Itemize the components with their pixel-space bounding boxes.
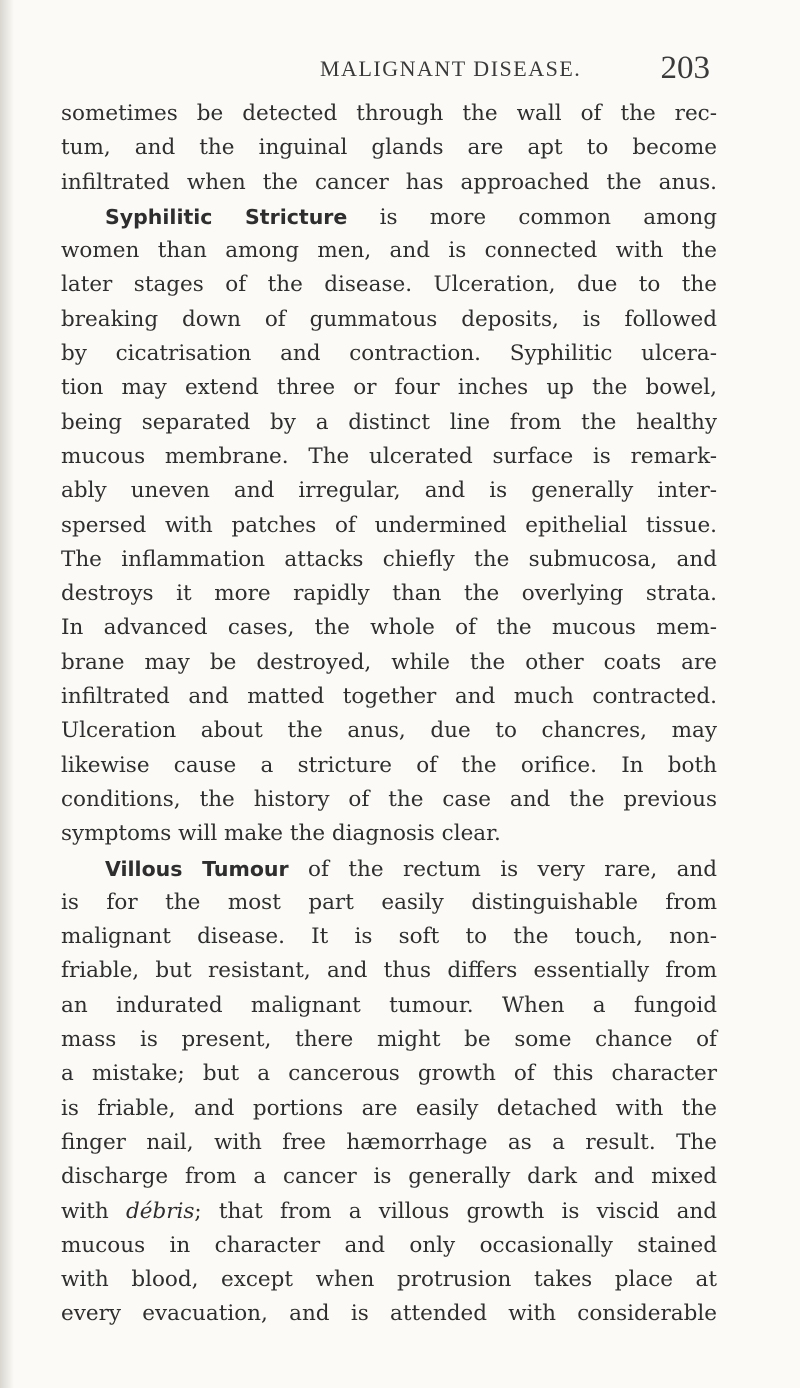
text-line: mucous membrane. The ulcerated surface is remark- [61,443,717,469]
text-line: is friable, and portions are easily detached with the [61,1095,717,1121]
debris-italic-word: débris [125,1198,195,1224]
text-line: every evacuation, and is attended with considerable [61,1301,717,1327]
text-line: is for the most part easily distinguishable from [61,889,717,915]
text-line: Ulceration about the anus, due to chancres, may [61,718,717,744]
text-line: breaking down of gummatous deposits, is followed [61,306,717,332]
text-line: sometimes be detected through the wall of the rec- [61,101,717,126]
syphilitic-heading-rest: is more common among [379,204,717,230]
text-line: brane may be destroyed, while the other coats are [61,649,717,675]
text-line: by cicatrisation and contraction. Syphilitic ulcera- [61,341,717,367]
body-text [61,97,717,1332]
villous-tumour-heading: Villous Tumour [105,856,289,881]
text-line: a mistake; but a cancerous growth of this character [61,1061,717,1087]
text-line: spersed with patches of undermined epithelial tissue. [61,512,717,538]
text-line-syphilitic-heading [61,200,717,234]
text-line: In advanced cases, the whole of the mucous mem- [61,615,717,641]
text-line: symptoms will make the diagnosis clear. [61,821,501,847]
text-line: friable, but resistant, and thus differs essentially from [61,958,717,984]
text-line: infiltrated and matted together and much contracted. [61,684,717,710]
text-line: destroys it more rapidly than the overlying strata. [61,581,717,607]
text-line: mucous in character and only occasionally stained [61,1232,717,1258]
text-line: infiltrated when the cancer has approached the anus. [61,169,717,195]
page-edge-shadow [0,0,14,1388]
debris-post: ; that from a villous growth is viscid and [194,1198,717,1224]
text-line: being separated by a distinct line from the healthy [61,409,717,435]
running-head [320,50,710,90]
page-number: 203 [660,50,710,86]
text-line-discharge: discharge from a cancer is generally dark and mixed [61,1164,717,1190]
text-line: with blood, except when protrusion takes place at [61,1267,717,1293]
text-line: The inflammation attacks chiefly the submucosa, and [61,546,717,572]
running-title: MALIGNANT DISEASE. [320,56,582,81]
text-line: tum, and the inguinal glands are apt to become [61,135,717,161]
text-line-debris [61,1195,717,1229]
syphilitic-stricture-heading: Syphilitic Stricture [105,204,348,229]
text-line: women than among men, and is connected with the [61,238,717,264]
text-line: later stages of the disease. Ulceration, due to the [61,272,717,298]
text-line: tion may extend three or four inches up the bowel, [61,375,717,401]
text-line-villous-heading [61,852,717,886]
text-line: ably uneven and irregular, and is generally inter- [61,478,717,504]
villous-heading-rest: of the rectum is very rare, and [308,856,717,882]
debris-pre: with [61,1198,109,1224]
text-line: likewise cause a stricture of the orifice. In both [61,752,717,778]
text-line: mass is present, there might be some chance of [61,1027,717,1053]
text-line: finger nail, with free hæmorrhage as a result. The [61,1129,717,1155]
text-line: an indurated malignant tumour. When a fungoid [61,992,717,1018]
text-line: malignant disease. It is soft to the touch, non- [61,924,717,950]
text-line: conditions, the history of the case and the previous [61,786,717,812]
